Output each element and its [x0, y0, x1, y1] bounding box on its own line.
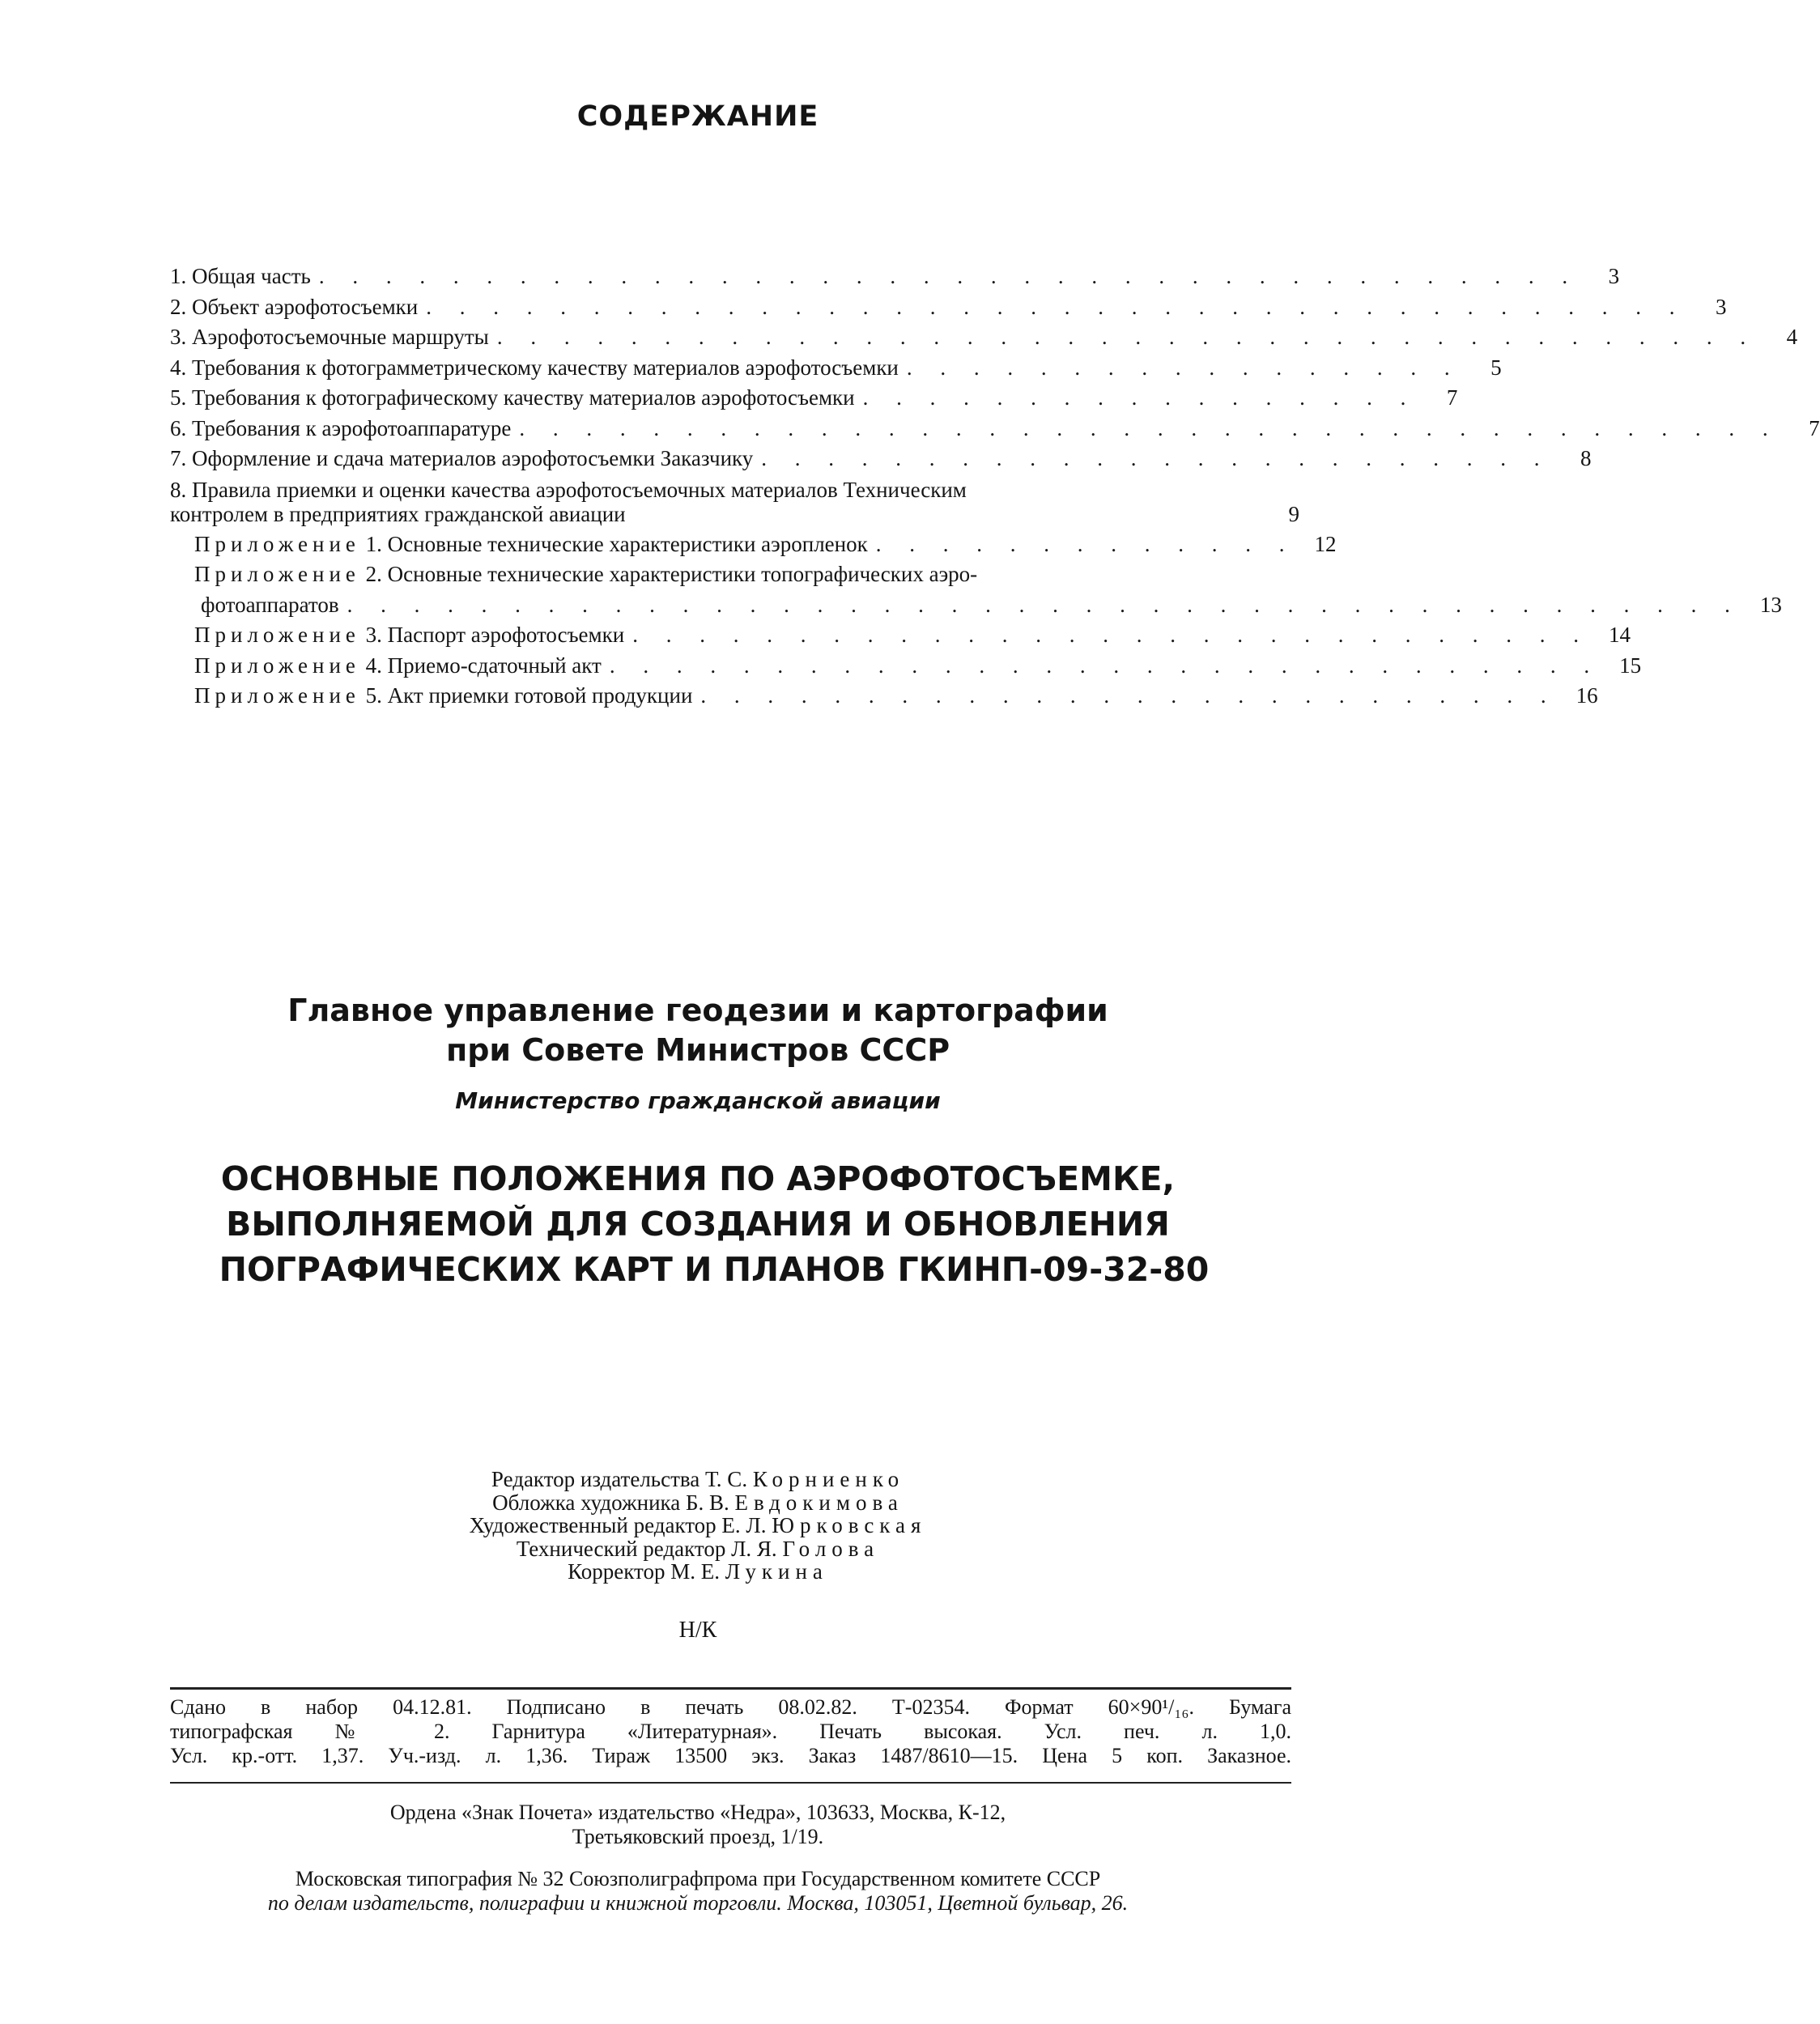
toc-item-page: 5 [1490, 355, 1502, 380]
toc-leader: . . . . . . . . . . . . . . . . . [862, 385, 1418, 410]
toc-item-label: 7. Оформление и сдача материалов аэрофотосъемки Заказчику [170, 446, 754, 470]
toc-item-page: 9 [1288, 501, 1299, 526]
toc-item-label [170, 620, 624, 651]
appendix-prefix: Приложение [194, 683, 360, 708]
toc-item-label: 4. Требования к фотограмметрическому качеству материалов аэрофотосъемки [170, 355, 899, 380]
publisher-line: Ордена «Знак Почета» издательство «Недра», 103633, Москва, К-12, [389, 1801, 1006, 1824]
credit-name: Евдокимова [734, 1490, 904, 1515]
credit-role: Технический редактор Л. Я. [516, 1536, 777, 1561]
toc-item-page: 15 [1619, 653, 1642, 678]
appendix-prefix: Приложение [194, 623, 360, 647]
credit-line [0, 1537, 1396, 1561]
toc-item-page: 3 [1608, 264, 1620, 288]
toc-item-label: 6. Требования к аэрофотоаппаратуре [170, 415, 512, 440]
toc-item-page: 7 [1446, 385, 1458, 410]
credit-line [0, 1468, 1396, 1491]
appendix-prefix: Приложение [194, 531, 360, 556]
credit-name: Лукина [725, 1559, 828, 1584]
toc-item-label: 3. Аэрофотосъемочные маршруты [170, 325, 489, 349]
toc-leader: . . . . . . . . . . . . . . . . . . . . . . . . . . . . . [632, 623, 1590, 647]
toc-item-page: 8 [1580, 446, 1592, 470]
toc-item-label: фотоаппаратов [201, 592, 339, 617]
credits-block [0, 1468, 1396, 1584]
toc-item-label: 2. Объект аэрофотосъемки [170, 294, 419, 319]
toc-leader: . . . . . . . . . . . . . . . . . . . . . . . . . . . . . . . . . . . . . . [496, 325, 1758, 349]
imprint-line: Усл. кр.-отт. 1,37. Уч.-изд. л. 1,36. Тираж 13500 экз. Заказ 1487/8610—15. Цена 5 коп. Заказное. [170, 1744, 1291, 1767]
toc-item [170, 590, 1782, 621]
toc-item [170, 529, 1337, 560]
toc-leader: . . . . . . . . . . . . . . . . . [906, 355, 1461, 380]
toc-item [170, 474, 1299, 529]
printer-line: Московская типография № 32 Союзполиграфпрома при Государственном комитете СССР [295, 1867, 1101, 1890]
credit-role: Обложка художника Б. В. [492, 1490, 729, 1515]
appendix-prefix: Приложение [194, 653, 360, 678]
table-of-contents [170, 262, 1820, 712]
toc-item [170, 414, 1820, 444]
toc-leader: . . . . . . . . . . . . . . . . . . . . . . . . . . . . . . . . . . . . . . [519, 415, 1780, 440]
toc-item [170, 353, 1502, 384]
document-title-line2: ВЫПОЛНЯЕМОЙ ДЛЯ СОЗДАНИЯ И ОБНОВЛЕНИЯ [226, 1205, 1170, 1244]
toc-item-page: 4 [1786, 325, 1798, 349]
toc-item-label: 5. Требования к фотографическому качеству материалов аэрофотосъемки [170, 385, 855, 410]
toc-item [170, 292, 1727, 323]
imprint-line: Сдано в набор 04.12.81. Подписано в печать 08.02.82. Т-02354. Формат 60×90¹/₁₆. Бумага [170, 1695, 1291, 1719]
credit-name: Юрковская [772, 1513, 927, 1537]
credit-role: Художественный редактор Е. Л. [469, 1513, 767, 1537]
divider [170, 1687, 1291, 1690]
nk-mark: Н/К [678, 1618, 717, 1643]
toc-item-page: 3 [1715, 294, 1727, 319]
toc-leader: . . . . . . . . . . . . . . . . . . . . . . . . . . . . . . . . . . . . . . [426, 294, 1686, 319]
credit-line [0, 1491, 1396, 1515]
toc-leader: . . . . . . . . . . . . . . . . . . . . . . . . . . . . . . [609, 653, 1601, 678]
toc-item [170, 651, 1642, 682]
toc-item-page: 16 [1575, 683, 1598, 708]
appendix-title: 1. Основные технические характеристики аэропленок [365, 531, 868, 556]
toc-item-label [170, 559, 977, 590]
organization-name-line2: при Совете Министров СССР [445, 1032, 950, 1068]
toc-item [170, 444, 1592, 474]
imprint-line: типографская № 2. Гарнитура «Литературная». Печать высокая. Усл. печ. л. 1,0. [170, 1720, 1291, 1743]
toc-leader: . . . . . . . . . . . . . [875, 531, 1296, 556]
publisher-line: Третьяковский проезд, 1/19. [572, 1825, 824, 1848]
toc-item-label [170, 681, 692, 712]
toc-item-label [170, 478, 967, 526]
credit-role: Редактор издательства Т. С. [491, 1467, 748, 1491]
credit-name: Корниенко [752, 1467, 905, 1491]
toc-item-page: 14 [1608, 623, 1631, 647]
toc-item [170, 681, 1598, 712]
credit-line [0, 1560, 1396, 1584]
toc-title: СОДЕРЖАНИЕ [576, 100, 819, 133]
toc-item-label: 1. Общая часть [170, 264, 311, 288]
organization-name: Главное управление геодезии и картографии [287, 993, 1108, 1028]
toc-item [170, 620, 1631, 651]
credit-line [0, 1514, 1396, 1537]
toc-item [170, 262, 1620, 292]
printer-block [0, 1867, 1396, 1916]
appendix-title: 2. Основные технические характеристики топографических аэро- [365, 562, 978, 586]
toc-item-page: 13 [1759, 592, 1782, 617]
printer-line: по делам издательств, полиграфии и книжной торговли. Москва, 103051, Цветной бульвар, 26. [267, 1891, 1129, 1915]
appendix-title: 3. Паспорт аэрофотосъемки [365, 623, 625, 647]
divider [170, 1782, 1291, 1784]
appendix-title: 5. Акт приемки готовой продукции [365, 683, 693, 708]
document-title-line3: ПОГРАФИЧЕСКИХ КАРТ И ПЛАНОВ ГКИНП-09-32-80 [219, 1250, 1210, 1289]
toc-item-label-line: контролем в предприятиях гражданской авиации [170, 501, 626, 526]
credit-name: Голова [782, 1536, 880, 1561]
toc-item-label [170, 529, 868, 560]
toc-leader: . . . . . . . . . . . . . . . . . . . . . . . . . . . . . . . . . . . . . . . . . . [347, 592, 1741, 617]
publisher-block [0, 1801, 1396, 1849]
credit-role: Корректор М. Е. [568, 1559, 720, 1584]
toc-item-page: 12 [1314, 531, 1337, 556]
toc-item-label [170, 651, 602, 682]
toc-item-label-line: 8. Правила приемки и оценки качества аэрофотосъемочных материалов Техническим [170, 477, 967, 502]
toc-item-page: 7 [1809, 415, 1820, 440]
ministry-name: Министерство гражданской авиации [455, 1087, 941, 1114]
toc-leader: . . . . . . . . . . . . . . . . . . . . . . . . [761, 446, 1551, 470]
toc-leader: . . . . . . . . . . . . . . . . . . . . . . . . . . . . . . . . . . . . . . [318, 264, 1580, 288]
document-title-line1: ОСНОВНЫЕ ПОЛОЖЕНИЯ ПО АЭРОФОТОСЪЕМКЕ, [220, 1159, 1176, 1198]
imprint-block [170, 1695, 1291, 1768]
toc-item [170, 559, 1299, 590]
toc-item [170, 383, 1458, 414]
appendix-title: 4. Приемо-сдаточный акт [365, 653, 602, 678]
appendix-prefix: Приложение [194, 562, 360, 586]
toc-leader: . . . . . . . . . . . . . . . . . . . . . . . . . . [700, 683, 1558, 708]
toc-item [170, 322, 1798, 353]
